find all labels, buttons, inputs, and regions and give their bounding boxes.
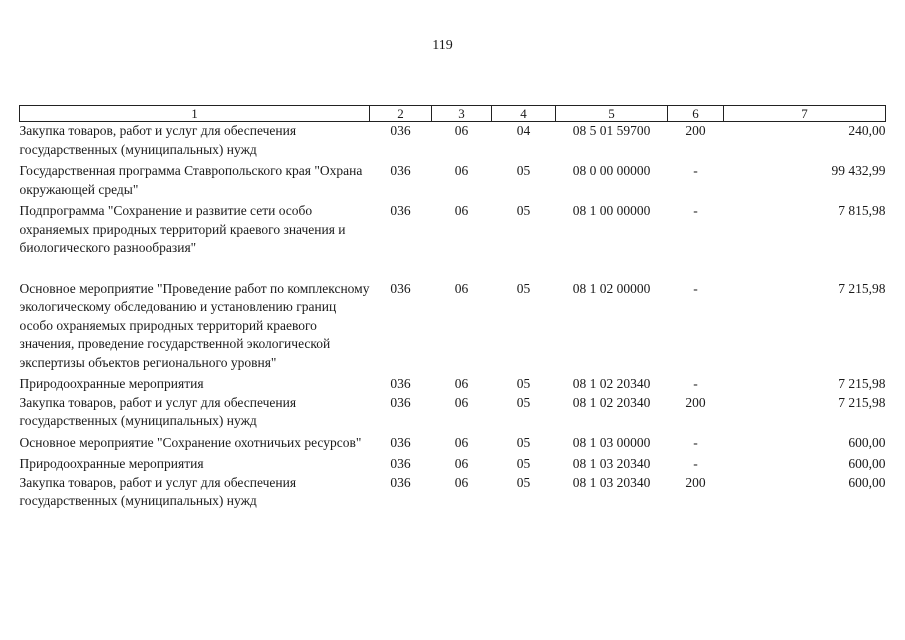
table-row — [20, 162, 886, 199]
row-subsection: 05 — [516, 163, 531, 178]
row-ministry: 036 — [390, 456, 411, 471]
row-expense-type: - — [693, 376, 698, 391]
row-ministry: 036 — [390, 203, 411, 218]
row-name: Государственная программа Ставропольского края "Охрана окружающей среды" — [19, 163, 363, 197]
header-col-7: 7 — [724, 106, 886, 122]
header-col-5: 5 — [556, 106, 668, 122]
row-section: 06 — [454, 123, 469, 138]
table-row — [20, 202, 886, 258]
row-target-article: 08 1 03 20340 — [572, 474, 651, 490]
row-subsection: 05 — [516, 394, 531, 410]
row-subsection: 05 — [516, 280, 531, 296]
row-subsection: 05 — [516, 376, 531, 391]
row-section: 06 — [454, 203, 469, 218]
row-target-article: 08 5 01 59700 — [572, 123, 651, 138]
row-section: 06 — [454, 456, 469, 471]
row-ministry: 036 — [390, 376, 411, 391]
row-ministry: 036 — [390, 163, 411, 178]
row-amount: 240,00 — [848, 123, 886, 138]
table-row — [20, 474, 886, 511]
row-subsection: 04 — [516, 123, 531, 138]
table-row — [20, 375, 886, 394]
row-target-article: 08 1 02 20340 — [572, 394, 651, 410]
row-ministry: 036 — [390, 123, 411, 138]
row-amount: 7 215,98 — [838, 394, 886, 410]
row-expense-type: - — [693, 280, 698, 296]
row-name: Основное мероприятие "Сохранение охотничьих ресурсов" — [19, 434, 362, 450]
header-col-4: 4 — [492, 106, 556, 122]
budget-table — [19, 105, 886, 511]
table-row — [20, 280, 886, 373]
row-name: Природоохранные мероприятия — [19, 456, 204, 471]
row-subsection: 05 — [516, 434, 531, 450]
row-name: Основное мероприятие "Проведение работ по комплексному экологическому обследованию и установлению границ особо охраняемых природных территорий краевого значения, проведение государственной экологической экспертизы объектов регионального уровня" — [19, 280, 370, 370]
row-section: 06 — [454, 474, 469, 490]
row-target-article: 08 0 00 00000 — [572, 163, 651, 178]
row-amount: 99 432,99 — [831, 163, 886, 178]
row-section: 06 — [454, 434, 469, 450]
header-col-2: 2 — [370, 106, 432, 122]
row-amount: 7 215,98 — [838, 376, 886, 391]
row-amount: 7 815,98 — [838, 203, 886, 218]
header-col-3: 3 — [432, 106, 492, 122]
row-target-article: 08 1 03 20340 — [572, 456, 651, 471]
row-name: Закупка товаров, работ и услуг для обеспечения государственных (муниципальных) нужд — [19, 394, 297, 428]
row-amount: 600,00 — [848, 456, 886, 471]
row-expense-type: 200 — [685, 123, 706, 138]
row-section: 06 — [454, 163, 469, 178]
header-col-1: 1 — [20, 106, 370, 122]
row-target-article: 08 1 03 00000 — [572, 434, 651, 450]
row-target-article: 08 1 00 00000 — [572, 203, 651, 218]
row-target-article: 08 1 02 00000 — [572, 280, 651, 296]
table-row — [20, 394, 886, 431]
row-ministry: 036 — [390, 280, 411, 296]
row-amount: 600,00 — [848, 474, 886, 490]
row-expense-type: - — [693, 203, 698, 218]
page-number: 119 — [432, 38, 453, 53]
row-subsection: 05 — [516, 203, 531, 218]
row-name: Закупка товаров, работ и услуг для обеспечения государственных (муниципальных) нужд — [19, 123, 297, 157]
row-ministry: 036 — [390, 474, 411, 490]
table-row — [20, 455, 886, 474]
row-expense-type: 200 — [685, 394, 706, 410]
row-expense-type: - — [693, 163, 698, 178]
row-subsection: 05 — [516, 456, 531, 471]
row-section: 06 — [454, 376, 469, 391]
row-name: Закупка товаров, работ и услуг для обеспечения государственных (муниципальных) нужд — [19, 474, 297, 508]
table-row — [20, 434, 886, 453]
column-number-header-row — [20, 106, 886, 122]
row-expense-type: - — [693, 434, 698, 450]
row-section: 06 — [454, 394, 469, 410]
row-amount: 7 215,98 — [838, 280, 886, 296]
row-target-article: 08 1 02 20340 — [572, 376, 651, 391]
row-name: Природоохранные мероприятия — [19, 376, 204, 391]
row-name: Подпрограмма "Сохранение и развитие сети особо охраняемых природных территорий краевого значения и биологического разнообразия" — [19, 203, 346, 255]
row-subsection: 05 — [516, 474, 531, 490]
row-amount: 600,00 — [848, 434, 886, 450]
header-col-6: 6 — [668, 106, 724, 122]
row-section: 06 — [454, 280, 469, 296]
table-row — [20, 122, 886, 160]
row-expense-type: - — [693, 456, 698, 471]
row-ministry: 036 — [390, 434, 411, 450]
row-expense-type: 200 — [685, 474, 706, 490]
row-ministry: 036 — [390, 394, 411, 410]
